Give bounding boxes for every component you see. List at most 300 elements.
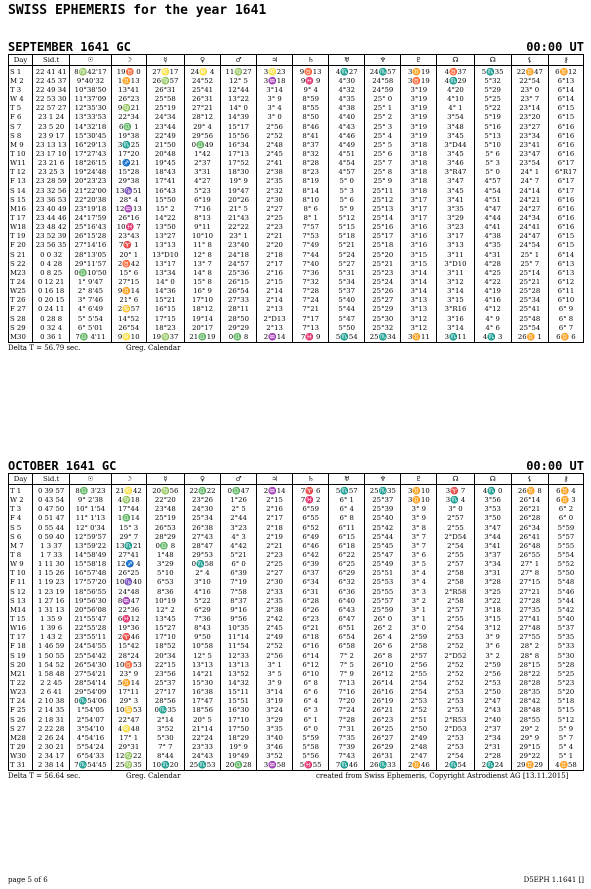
table-cell: 2°48 xyxy=(401,743,437,752)
table-cell: 5°42 xyxy=(548,606,583,615)
table-cell: 6°32 xyxy=(329,578,365,587)
table-cell: 6°19 xyxy=(184,196,220,205)
table-cell: 26°55 xyxy=(511,551,548,560)
table-cell: 22°15 xyxy=(146,661,184,670)
table-cell: 2°14 xyxy=(257,296,293,305)
table-cell: 3°37 xyxy=(474,551,511,560)
table-cell: 13°45 xyxy=(146,615,184,624)
table-cell: 16°30 xyxy=(221,706,257,715)
column-header: ☊ xyxy=(437,55,474,66)
table-cell: 23 28 59 xyxy=(33,177,70,186)
table-cell: 24°21 xyxy=(511,196,548,205)
column-header: ⚸ xyxy=(511,55,548,66)
column-header: ♅ xyxy=(329,474,365,485)
table-cell: 22°55'28 xyxy=(70,624,112,633)
table-cell: 26°48 xyxy=(511,542,548,551)
table-row xyxy=(9,205,584,214)
table-cell: 12° 2 xyxy=(146,606,184,615)
table-cell: S 19 xyxy=(9,651,33,661)
table-cell: 6° 9 xyxy=(548,305,583,314)
table-cell: 3°45 xyxy=(437,186,474,196)
table-cell: 23 32 56 xyxy=(33,186,70,196)
table-cell: 0 36 1 xyxy=(33,333,70,343)
table-row xyxy=(9,86,584,95)
table-cell: 0♏35 xyxy=(146,706,184,715)
table-cell: 6°15 xyxy=(329,533,365,542)
table-row xyxy=(9,269,584,278)
table-cell: 2°R53 xyxy=(437,715,474,725)
table-cell: 6°12 xyxy=(293,661,329,670)
table-cell: 23°26 xyxy=(184,496,220,505)
table-cell: 24°48 xyxy=(111,587,146,597)
table-cell: 29°56 xyxy=(184,132,220,141)
table-cell: 28°35 xyxy=(511,688,548,697)
table-cell: 5°31 xyxy=(329,269,365,278)
table-cell: 14°32 xyxy=(221,679,257,688)
table-cell: 0 39 57 xyxy=(33,485,70,497)
table-cell: 29°29 xyxy=(221,324,257,333)
table-cell: 25°30 xyxy=(365,314,401,324)
table-cell: 25°49 xyxy=(365,560,401,569)
table-cell: 2°R58 xyxy=(437,587,474,597)
table-cell: 18°56'55 xyxy=(70,587,112,597)
table-cell: 0♎ 8 xyxy=(146,542,184,551)
table-cell: 3°48 xyxy=(437,122,474,132)
column-header: Day xyxy=(9,55,33,66)
table-cell: 6° 4 xyxy=(293,697,329,706)
table-cell: 5°34 xyxy=(329,278,365,287)
table-cell: S 26 xyxy=(9,715,33,725)
table-cell: 7°21 xyxy=(293,305,329,314)
table-cell: 28°15 xyxy=(511,661,548,670)
table-cell: 12° 8 xyxy=(184,250,220,260)
table-cell: 5°21 xyxy=(221,551,257,560)
table-cell: 8°55 xyxy=(293,104,329,113)
table-cell: 6♊12 xyxy=(548,66,583,78)
table-cell: 3°13 xyxy=(401,305,437,314)
table-cell: 9°40'32 xyxy=(70,77,112,86)
table-cell: 7°17 xyxy=(293,314,329,324)
table-cell: 12° 5 xyxy=(184,651,220,661)
table-cell: 15° 2 xyxy=(146,205,184,214)
table-cell: 4°46 xyxy=(329,132,365,141)
table-cell: 3°18 xyxy=(401,150,437,159)
table-cell: 17°50 xyxy=(221,725,257,734)
table-cell: 5°55 xyxy=(548,542,583,551)
table-cell: 13♏21 xyxy=(111,542,146,551)
table-cell: 15° 8 xyxy=(184,278,220,287)
table-cell: 6°54'33 xyxy=(70,752,112,761)
table-cell: 5°44 xyxy=(548,597,583,606)
table-cell: 25°17 xyxy=(365,232,401,241)
table-cell: T 3 xyxy=(9,86,33,95)
table-cell: 25°54 xyxy=(511,324,548,333)
table-cell: 13°59'22 xyxy=(70,542,112,551)
table-cell: 20♎28 xyxy=(221,761,257,771)
table-cell: 4♏ 3 xyxy=(474,333,511,343)
table-cell: 16°57'48 xyxy=(70,569,112,578)
table-cell: S 29 xyxy=(9,324,33,333)
table-cell: 9° 4 xyxy=(293,86,329,95)
table-row xyxy=(9,250,584,260)
table-cell: 5°57 xyxy=(548,533,583,542)
table-cell: 29° 3 xyxy=(111,697,146,706)
table-cell: 29°22 xyxy=(511,752,548,761)
table-cell: 3°18 xyxy=(401,159,437,168)
table-cell: 5°52 xyxy=(548,560,583,569)
table-cell: 8° 6 xyxy=(293,205,329,214)
table-cell: 15°50 xyxy=(146,196,184,205)
table-cell: 1 58 48 xyxy=(33,670,70,679)
table-cell: 2 18 31 xyxy=(33,715,70,725)
table-cell: 26°31 xyxy=(365,752,401,761)
table-cell: 0 20 15 xyxy=(33,296,70,305)
table-cell: 3♏25 xyxy=(111,141,146,150)
table-cell: 19♉ 0 xyxy=(111,66,146,78)
table-cell: 23°41 xyxy=(511,141,548,150)
table-cell: 5°29 xyxy=(474,86,511,95)
table-cell: 28°55 xyxy=(511,715,548,725)
table-cell: 18°26'15 xyxy=(70,159,112,168)
table-cell: 6°16 xyxy=(548,223,583,232)
table-cell: 26°19 xyxy=(365,697,401,706)
table-cell: 3♊11 xyxy=(401,333,437,343)
table-cell: 6♓12 xyxy=(111,615,146,624)
table-cell: 26° 2 xyxy=(365,624,401,633)
table-cell: 6° 4 xyxy=(329,505,365,514)
table-cell: 6°58 xyxy=(329,642,365,651)
table-cell: 6°16 xyxy=(293,642,329,651)
table-cell: 21°50 xyxy=(146,141,184,150)
table-cell: 18°29 xyxy=(221,734,257,743)
table-cell: 23°44 xyxy=(146,122,184,132)
table-cell: 3°50 xyxy=(474,514,511,523)
table-cell: 5° 4 xyxy=(548,743,583,752)
table-cell: 26°16 xyxy=(111,214,146,223)
table-cell: 13°41 xyxy=(111,86,146,95)
table-cell: 6° 7 xyxy=(548,324,583,333)
table-cell: 2 2 45 xyxy=(33,679,70,688)
table-cell: 2°18 xyxy=(257,250,293,260)
table-cell: M30 xyxy=(9,333,33,343)
table-cell: 13°27 xyxy=(146,232,184,241)
table-cell: 2°35 xyxy=(257,177,293,186)
table-cell: 20°56'08 xyxy=(70,606,112,615)
table-cell: 3°12 xyxy=(401,314,437,324)
table-cell: 29° 7 xyxy=(111,533,146,542)
table-cell: 6°25 xyxy=(329,560,365,569)
table-cell: 24°43 xyxy=(184,752,220,761)
table-cell: 26°27 xyxy=(365,734,401,743)
table-cell: 8°59 xyxy=(293,95,329,104)
table-row xyxy=(9,706,584,715)
table-row xyxy=(9,214,584,223)
table-cell: 25°51 xyxy=(365,569,401,578)
table-cell: 3°31 xyxy=(474,569,511,578)
table-cell: 26°15 xyxy=(221,278,257,287)
table-cell: 5°23 xyxy=(548,679,583,688)
table-cell: 2°57 xyxy=(437,606,474,615)
table-cell: 10°19 xyxy=(146,597,184,606)
column-header: Day xyxy=(9,474,33,485)
table-cell: W 4 xyxy=(9,95,33,104)
table-cell: 6°10 xyxy=(548,296,583,305)
table-cell: 4♍18 xyxy=(111,496,146,505)
table-cell: 23°33 xyxy=(184,743,220,752)
table-cell: 4°16 xyxy=(474,296,511,305)
table-cell: 8°14 xyxy=(293,186,329,196)
table-cell: 13°34 xyxy=(146,269,184,278)
table-cell: 3°19 xyxy=(401,86,437,95)
table-cell: 4° 6'49 xyxy=(70,305,112,314)
table-cell: 21°55'47 xyxy=(70,615,112,624)
table-cell: 2 6 41 xyxy=(33,688,70,697)
table-cell: 11° 8 xyxy=(184,241,220,250)
column-header: ♃ xyxy=(257,474,293,485)
table-cell: 20°26 xyxy=(221,196,257,205)
table-cell: 3°14 xyxy=(257,688,293,697)
table-cell: 2°D53 xyxy=(437,725,474,734)
table-cell: 6°15 xyxy=(548,232,583,241)
table-cell: 2°50 xyxy=(401,725,437,734)
table-cell: 4°49 xyxy=(329,141,365,150)
table-cell: 23° 1 xyxy=(221,232,257,241)
table-cell: 8°46 xyxy=(293,122,329,132)
table-cell: 1 31 13 xyxy=(33,606,70,615)
table-cell: 9° 2'38 xyxy=(70,496,112,505)
table-cell: 26°38 xyxy=(184,523,220,533)
table-cell: 6°49 xyxy=(293,533,329,542)
table-cell: 18°56 xyxy=(184,706,220,715)
table-row xyxy=(9,761,584,771)
table-cell: 3°44 xyxy=(474,533,511,542)
table-cell: 22♊47 xyxy=(511,66,548,78)
table-cell: 25° 2 xyxy=(365,113,401,122)
table-cell: 2°43 xyxy=(474,706,511,715)
table-cell: 3°29 xyxy=(437,214,474,223)
table-row xyxy=(9,496,584,505)
table-cell: 3°19 xyxy=(401,113,437,122)
table-cell: 6°R17 xyxy=(548,168,583,177)
table-cell: 3°41 xyxy=(474,542,511,551)
table-cell: 17°57'20 xyxy=(70,578,112,587)
table-cell: 22 57 27 xyxy=(33,104,70,113)
column-header: ☉ xyxy=(70,55,112,66)
table-cell: 14°32'18 xyxy=(70,122,112,132)
table-cell: 25°21 xyxy=(511,278,548,287)
table-cell: 6°28 xyxy=(293,597,329,606)
table-cell: 25°45 xyxy=(365,542,401,551)
table-cell: 2°42 xyxy=(257,615,293,624)
delta-t-note: Delta T = 56.64 sec. xyxy=(8,772,81,780)
table-cell: 3°11 xyxy=(437,250,474,260)
column-header: ☊ xyxy=(474,474,511,485)
table-cell: 24°18 xyxy=(221,250,257,260)
table-cell: 5°24 xyxy=(329,250,365,260)
table-cell: 5° 9 xyxy=(548,725,583,734)
table-cell: 3°14 xyxy=(401,287,437,296)
table-cell: 24°58 xyxy=(365,77,401,86)
table-cell: 27° 8 xyxy=(511,569,548,578)
table-cell: 10°38'50 xyxy=(70,86,112,95)
table-cell: 6°13 xyxy=(548,260,583,269)
table-row xyxy=(9,260,584,269)
table-cell: 2°40 xyxy=(474,715,511,725)
table-cell: 25° 0 xyxy=(365,95,401,104)
table-cell: 5°20 xyxy=(548,688,583,697)
table-cell: 12♐ 4 xyxy=(111,560,146,569)
table-cell: 8°44 xyxy=(146,752,184,761)
table-cell: T 15 xyxy=(9,615,33,624)
table-cell: 2°32 xyxy=(257,186,293,196)
table-cell: 25°39 xyxy=(365,505,401,514)
table-cell: 22°34 xyxy=(111,113,146,122)
table-cell: 14°36 xyxy=(146,287,184,296)
table-cell: 25°41 xyxy=(511,305,548,314)
table-cell: 2°55 xyxy=(401,670,437,679)
table-cell: 4°57 xyxy=(474,177,511,186)
table-cell: 27°15 xyxy=(111,278,146,287)
table-cell: 25°14 xyxy=(365,214,401,223)
table-cell: 13°17 xyxy=(146,260,184,269)
table-cell: 13°33'53 xyxy=(70,113,112,122)
table-cell: 28°22 xyxy=(511,670,548,679)
september-table-body xyxy=(9,66,584,343)
calendar-note: Greg. Calendar xyxy=(126,772,181,780)
table-row xyxy=(9,186,584,196)
table-cell: 5°27 xyxy=(329,260,365,269)
table-cell: 12°33 xyxy=(221,651,257,661)
table-cell: 25°11 xyxy=(365,186,401,196)
table-cell: F 11 xyxy=(9,578,33,587)
table-cell: 22°49 xyxy=(146,132,184,141)
table-cell: 3°R47 xyxy=(437,168,474,177)
table-cell: 6°39 xyxy=(221,569,257,578)
table-cell: 2°19 xyxy=(257,533,293,542)
table-cell: 6°36 xyxy=(329,587,365,597)
table-cell: 3°16 xyxy=(437,314,474,324)
table-cell: 17°44 xyxy=(111,505,146,514)
table-cell: 3° 9 xyxy=(257,95,293,104)
table-cell: 3° 2 xyxy=(401,597,437,606)
table-cell: 3♊19 xyxy=(401,66,437,78)
table-cell: 17°47 xyxy=(184,697,220,706)
table-cell: 1 50 55 xyxy=(33,651,70,661)
table-cell: 20° 5 xyxy=(184,715,220,725)
table-cell: 25° 1 xyxy=(365,104,401,113)
table-row xyxy=(9,324,584,333)
table-cell: 3°47 xyxy=(437,177,474,186)
table-row xyxy=(9,624,584,633)
table-cell: 8♍42'17 xyxy=(70,66,112,78)
table-cell: 23°20 xyxy=(511,113,548,122)
table-cell: 28°29 xyxy=(146,533,184,542)
table-cell: 29° 9 xyxy=(511,734,548,743)
table-cell: 19♍37 xyxy=(146,333,184,343)
table-cell: 2°57 xyxy=(401,651,437,661)
table-cell: 7°49 xyxy=(293,241,329,250)
table-cell: 1 27 16 xyxy=(33,597,70,606)
table-cell: 0 59 40 xyxy=(33,533,70,542)
table-cell: 21♎19 xyxy=(184,333,220,343)
table-cell: 21♌42 xyxy=(111,485,146,497)
table-cell: 6° 1 xyxy=(329,496,365,505)
table-cell: 3°41 xyxy=(437,196,474,205)
page-number: page 5 of 6 xyxy=(8,876,48,884)
table-cell: 25°59 xyxy=(365,606,401,615)
table-cell: 7°57 xyxy=(293,223,329,232)
table-cell: 5°18 xyxy=(548,697,583,706)
table-cell: 26° 8 xyxy=(365,651,401,661)
table-cell: 29°11'57 xyxy=(70,260,112,269)
table-cell: 3° 4 xyxy=(401,578,437,587)
table-cell: 1° 9'47 xyxy=(70,278,112,287)
table-cell: S 22 xyxy=(9,260,33,269)
table-cell: 4°27 xyxy=(184,177,220,186)
table-cell: 13°D10 xyxy=(146,250,184,260)
table-cell: 5°15 xyxy=(548,706,583,715)
table-row xyxy=(9,633,584,642)
table-cell: 5°12 xyxy=(548,715,583,725)
table-cell: 15°58'18 xyxy=(70,560,112,569)
table-cell: T 3 xyxy=(9,505,33,514)
table-cell: 4°28 xyxy=(474,260,511,269)
table-cell: 2°17 xyxy=(257,514,293,523)
table-row xyxy=(9,223,584,232)
table-cell: 25°21 xyxy=(365,260,401,269)
table-cell: S 21 xyxy=(9,250,33,260)
table-cell: 24° 1 xyxy=(511,168,548,177)
table-cell: 26♊ 1 xyxy=(511,333,548,343)
table-cell: T 31 xyxy=(9,761,33,771)
column-header: ♅ xyxy=(329,55,365,66)
table-cell: 3°R16 xyxy=(437,305,474,314)
table-cell: 12°59'57 xyxy=(70,533,112,542)
table-cell: 6°14 xyxy=(548,95,583,104)
column-header: ♄ xyxy=(293,474,329,485)
table-cell: 4°51 xyxy=(329,150,365,159)
table-cell: 2°44 xyxy=(221,514,257,523)
table-cell: 1♎14 xyxy=(111,514,146,523)
table-row xyxy=(9,642,584,651)
table-cell: 6° 5'01 xyxy=(70,324,112,333)
table-cell: 5°40 xyxy=(329,296,365,305)
table-cell: 14°52 xyxy=(111,314,146,324)
table-cell: 25°48 xyxy=(511,314,548,324)
table-cell: 6° 0 xyxy=(293,725,329,734)
table-cell: 25°58 xyxy=(146,95,184,104)
table-cell: 2♒14 xyxy=(257,333,293,343)
table-cell: 26°23 xyxy=(111,95,146,104)
table-cell: 1°54'05 xyxy=(70,706,112,715)
table-cell: 2°56 xyxy=(257,651,293,661)
table-cell: 25°26 xyxy=(365,287,401,296)
table-cell: 5°56 xyxy=(293,752,329,761)
table-cell: 6°55 xyxy=(293,514,329,523)
table-cell: M16 xyxy=(9,205,33,214)
table-cell: F 4 xyxy=(9,514,33,523)
table-cell: 2°52 xyxy=(437,679,474,688)
table-row xyxy=(9,679,584,688)
table-cell: 2°59 xyxy=(401,633,437,642)
table-cell: 2°54 xyxy=(401,679,437,688)
table-cell: 14° 8 xyxy=(184,269,220,278)
table-cell: 20° 1 xyxy=(111,250,146,260)
table-cell: 4°20 xyxy=(437,86,474,95)
table-cell: 27♌17 xyxy=(146,66,184,78)
table-cell: 26°15'28 xyxy=(70,232,112,241)
table-cell: 25♏35 xyxy=(365,485,401,497)
